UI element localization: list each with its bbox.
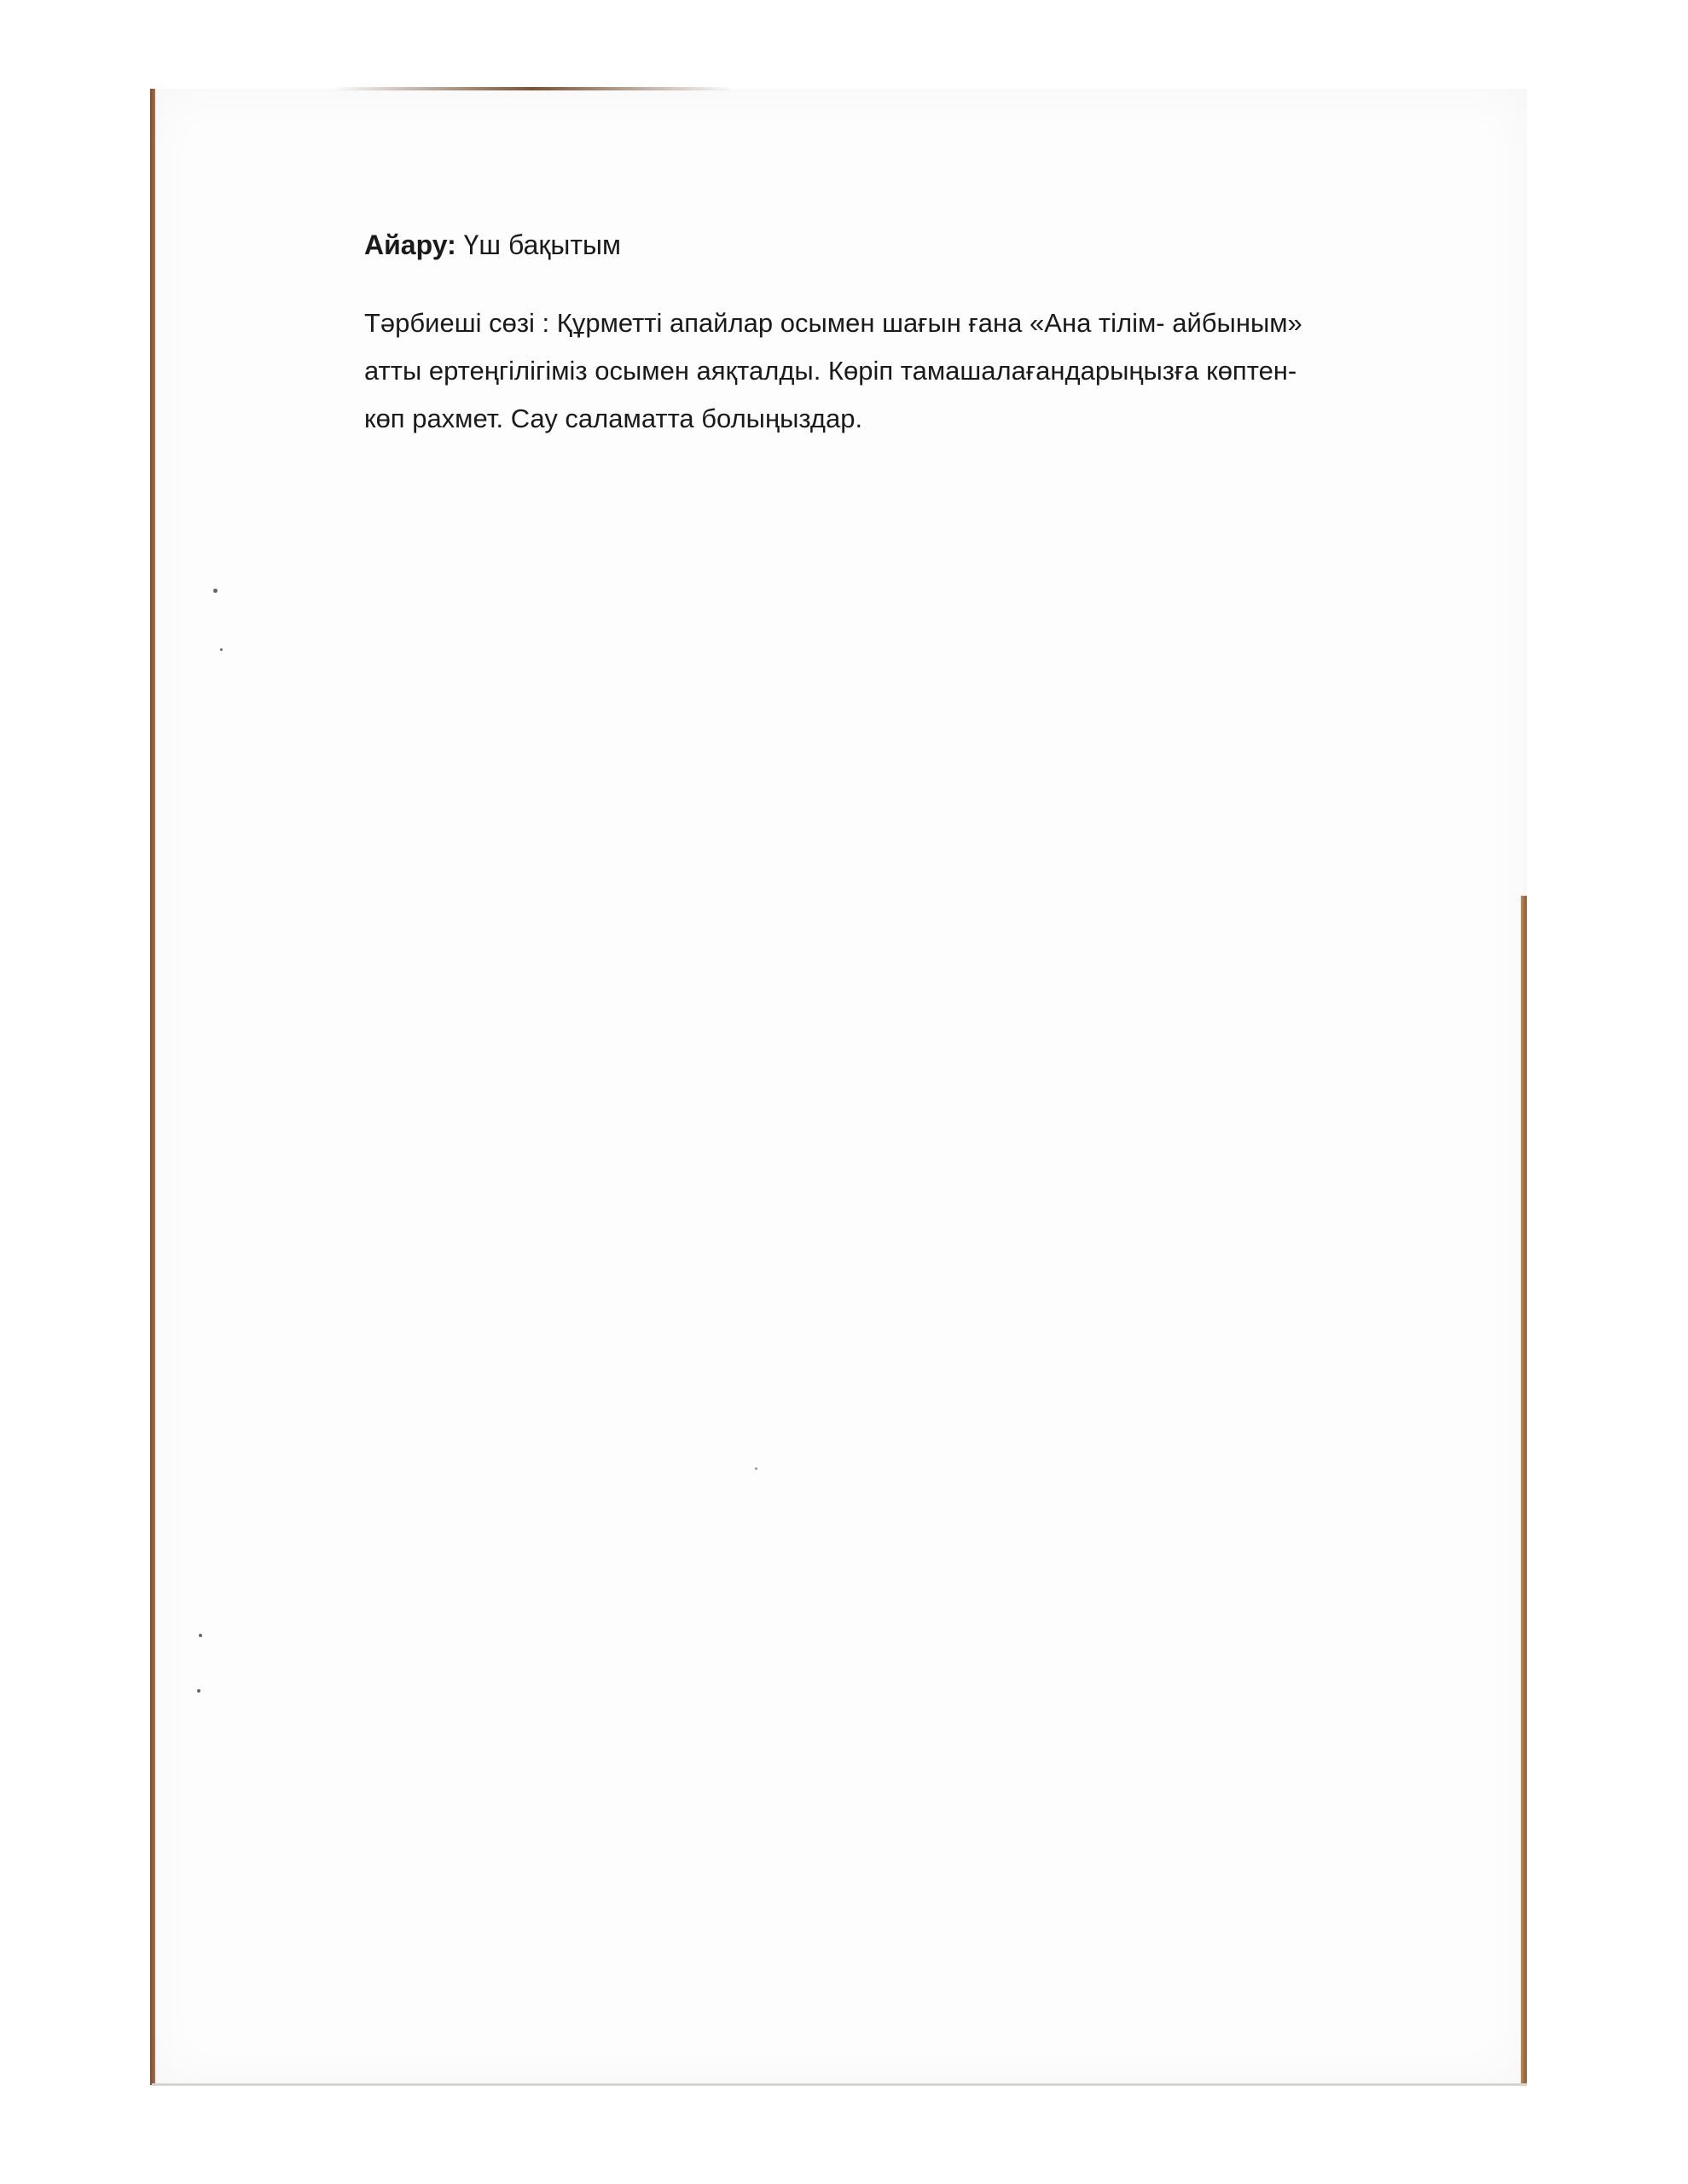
binder-mark (197, 1689, 200, 1693)
speaker-text: Үш бақытым (463, 229, 622, 260)
binder-mark (220, 648, 223, 651)
document-content (364, 226, 1465, 443)
speaker-name: Айару: (364, 229, 456, 260)
sheet-right-edge (1521, 896, 1527, 2085)
paragraph-line: көп рахмет. Сау саламатта болыңыздар. (364, 404, 863, 433)
closing-paragraph (364, 299, 1426, 443)
paragraph-line: Тәрбиеші сөзі : Құрметті апайлар осымен шағын ғана «Ана тілім- айбыным» (364, 308, 1302, 338)
binder-mark (199, 1634, 202, 1637)
paragraph-line: атты ертеңгілігіміз осымен аяқталды. Көріп тамашалағандарыңызға көптен- (364, 356, 1297, 386)
sheet-bottom-edge (152, 2083, 1527, 2086)
speaker-line (364, 226, 1465, 264)
paper-speck (755, 1467, 757, 1470)
sheet-top-edge (333, 87, 734, 90)
sheet-left-edge (150, 89, 155, 2085)
binder-mark (213, 589, 218, 593)
